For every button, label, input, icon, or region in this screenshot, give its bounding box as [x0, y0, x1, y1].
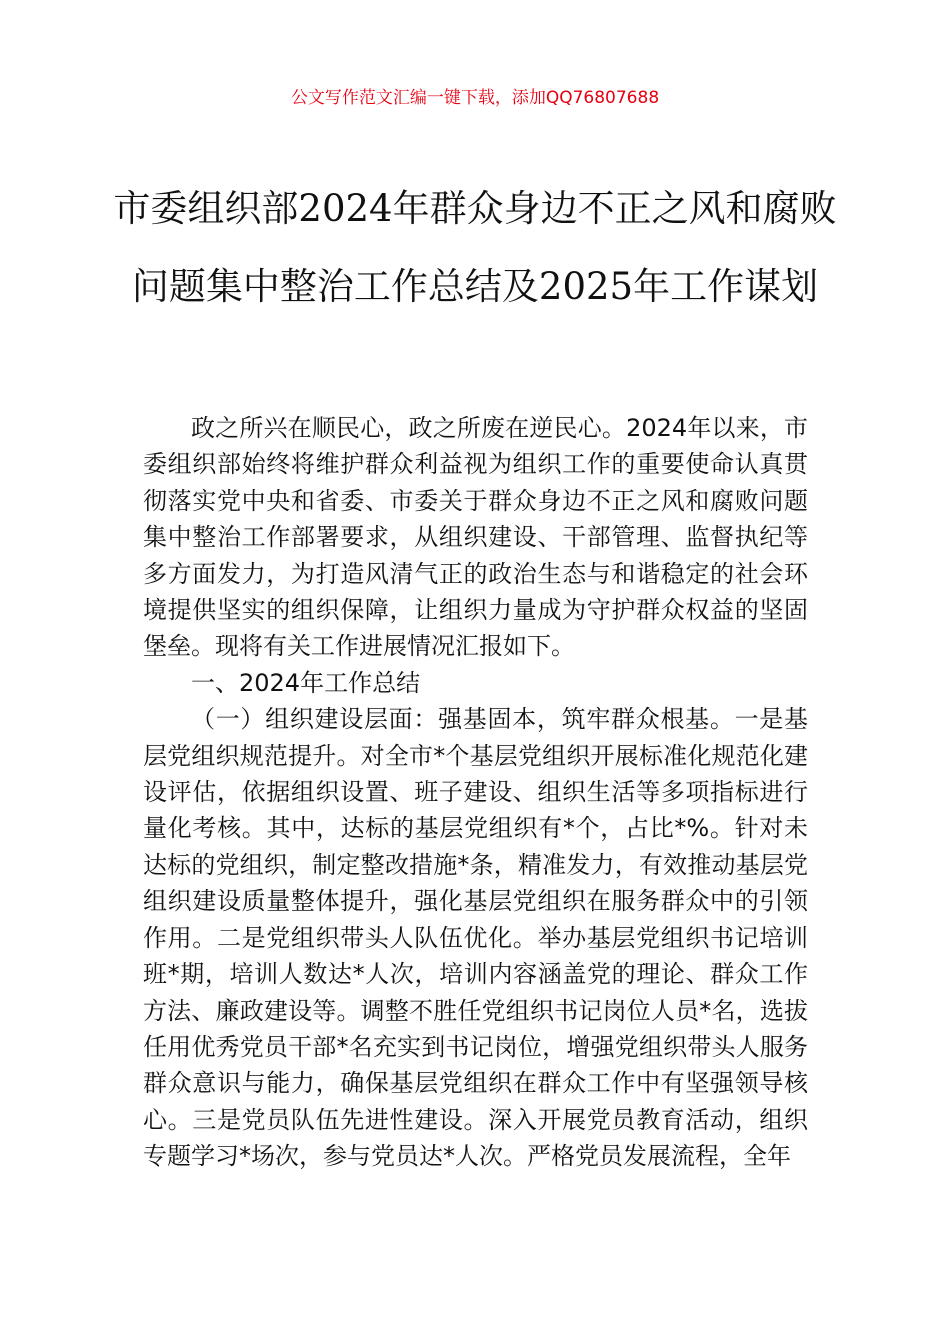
- document-body: [143, 410, 808, 1175]
- section-heading: 一、2024年工作总结: [191, 668, 421, 697]
- section-paragraph: （一）组织建设层面：强基固本，筑牢群众根基。一是基层党组织规范提升。对全市*个基层党组织开展标准化规范化建设评估，依据组织设置、班子建设、组织生活等多项指标进行量化考核。其中，达标的基层党组织有*个，占比*%。针对未达标的党组织，制定整改措施*条，精准发力，有效推动基层党组织建设质量整体提升，强化基层党组织在服务群众中的引领作用。二是党组织带头人队伍优化。举办基层党组织书记培训班*期，培训人数达*人次，培训内容涵盖党的理论、群众工作方法、廉政建设等。调整不胜任党组织书记岗位人员*名，选拔任用优秀党员干部*名充实到书记岗位，增强党组织带头人服务群众意识与能力，确保基层党组织在群众工作中有坚强领导核心。三是党员队伍先进性建设。深入开展党员教育活动，组织专题学习*场次，参与党员达*人次。严格党员发展流程，全年: [143, 705, 808, 1171]
- document-title: 市委组织部2024年群众身边不正之风和腐败问题集中整治工作总结及2025年工作谋划: [113, 187, 837, 308]
- intro-paragraph: 政之所兴在顺民心，政之所废在逆民心。2024年以来，市委组织部始终将维护群众利益视为组织工作的重要使命认真贯彻落实党中央和省委、市委关于群众身边不正之风和腐败问题集中整治工作部署要求，从组织建设、干部管理、监督执纪等多方面发力，为打造风清气正的政治生态与和谐稳定的社会环境提供坚实的组织保障，让组织力量成为守护群众权益的坚固堡垒。现将有关工作进展情况汇报如下。: [143, 414, 808, 661]
- download-promo-link[interactable]: 公文写作范文汇编一键下载，添加QQ76807688: [290, 88, 660, 108]
